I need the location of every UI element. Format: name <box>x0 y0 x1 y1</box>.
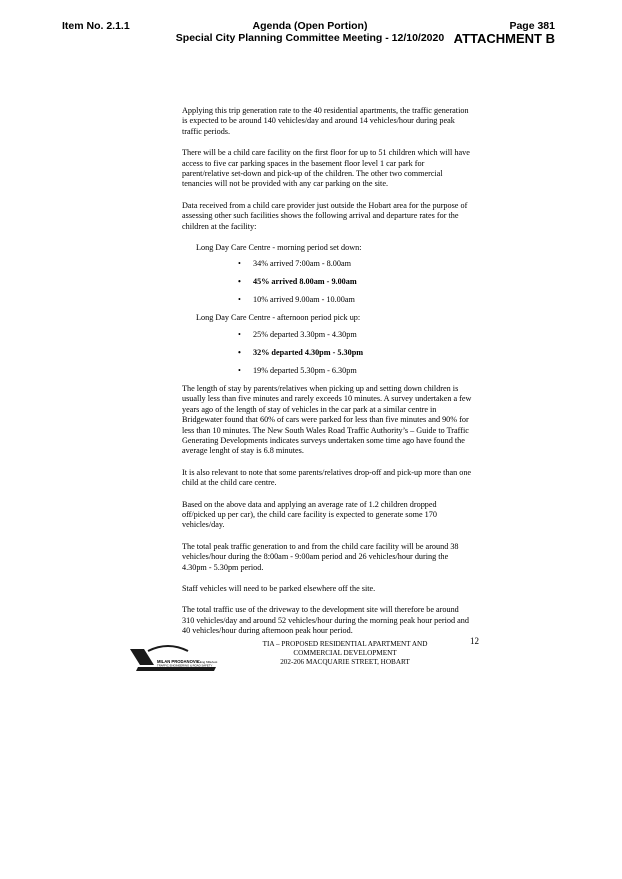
bullet-icon: • <box>238 259 241 269</box>
list-item <box>182 366 472 376</box>
footer-title <box>230 640 460 667</box>
logo-name: MILAN PRODANOVIC <box>157 659 200 664</box>
bullet-icon: • <box>238 329 241 339</box>
footer-line: COMMERCIAL DEVELOPMENT <box>293 649 397 657</box>
list-item <box>182 330 472 340</box>
agenda-title: Agenda (Open Portion) <box>252 20 368 32</box>
logo-subtitle: TRAFFIC ENGINEERING & ROAD SAFETY <box>157 663 213 668</box>
item-number: Item No. 2.1.1 <box>62 20 130 32</box>
logo-qualification: B.Eng MIEAust <box>197 660 218 664</box>
paragraph: The total peak traffic generation to and from the child care facility will be around 38 vehicles/hour during the 8:00am - 9:00am period and 26 vehicles/hour during the 4.30pm - 5.30pm period. <box>182 541 459 572</box>
attachment-label: ATTACHMENT B <box>453 31 555 46</box>
paragraph: Applying this trip generation rate to the 40 residential apartments, the traffic generation is expected to be around 140 vehicles/day and around 14 vehicles/hour during peak traffic periods. <box>182 106 469 136</box>
bullet-icon: • <box>238 277 241 287</box>
bullet-icon: • <box>238 295 241 305</box>
page-label: Page 381 <box>509 20 555 32</box>
paragraph: Staff vehicles will need to be parked elsewhere off the site. <box>182 583 376 593</box>
paragraph: The total traffic use of the driveway to the development site will therefore be around 310 vehicles/day and around 52 vehicles/hour during the morning peak hour period and 40 vehicles/hour during afternoon peak hour period. <box>182 605 469 636</box>
list-item-text: 25% departed 3.30pm - 4.30pm <box>253 329 357 339</box>
footer-line: 202-206 MACQUARIE STREET, HOBART <box>280 658 410 666</box>
bullet-icon: • <box>238 347 241 357</box>
list-item <box>182 348 472 358</box>
morning-rate-list <box>182 259 472 305</box>
paragraph: It is also relevant to note that some parents/relatives drop-off and pick-up more than one child at the child care centre. <box>182 467 472 488</box>
list-item-text: 34% arrived 7:00am - 8.00am <box>253 259 351 269</box>
document-body <box>182 106 472 648</box>
list-item-text: 45% arrived 8.00am - 9.00am <box>253 277 357 287</box>
paragraph: Based on the above data and applying an average rate of 1.2 children dropped off/picked up per car), the child care facility is expected to generate some 170 vehicles/day. <box>182 499 437 530</box>
paragraph: The length of stay by parents/relatives when picking up and setting down children is usually less than five minutes and rarely exceeds 10 minutes. A survey undertaken a few years ago of the length of stay of vehicles in the car park at a similar centre in Bridgewater found that 60% of cars were parked for less than five minutes and 90% for less than 10 minutes. The New South Wales Road Traffic Authority’s – Guide to Traffic Generating Developments indicates surveys undertaken some time ago have found the average lenght of stay is 6.8 minutes. <box>182 383 472 456</box>
list-item <box>182 259 472 269</box>
paragraph: Data received from a child care provider just outside the Hobart area for the purpose of assessing other such facilities shows the following arrival and departure rates for the children at the facility: <box>182 200 468 231</box>
list-item-text: 32% departed 4.30pm - 5.30pm <box>253 347 364 357</box>
footer-line: TIA – PROPOSED RESIDENTIAL APARTMENT AND <box>262 640 428 648</box>
meeting-name: Special City Planning Committee Meeting - 12/10/2020 <box>175 32 445 44</box>
page-number: 12 <box>470 636 479 646</box>
morning-list-title: Long Day Care Centre - morning period set down: <box>196 243 362 253</box>
company-logo <box>128 637 220 675</box>
list-item-text: 19% departed 5.30pm - 6.30pm <box>253 365 357 375</box>
agenda-heading <box>150 20 470 44</box>
list-item <box>182 295 472 305</box>
paragraph: There will be a child care facility on the first floor for up to 51 children which will have access to five car parking spaces in the basement floor level 1 car park for parent/relative set-down and pick-up of the children. The other two commercial tenancies will not be provided with any car parking on the site. <box>182 148 470 189</box>
list-item-text: 10% arrived 9.00am - 10.00am <box>253 295 355 305</box>
afternoon-list-title: Long Day Care Centre - afternoon period pick up: <box>196 313 361 323</box>
afternoon-rate-list <box>182 330 472 376</box>
bullet-icon: • <box>238 365 241 375</box>
list-item <box>182 277 472 287</box>
